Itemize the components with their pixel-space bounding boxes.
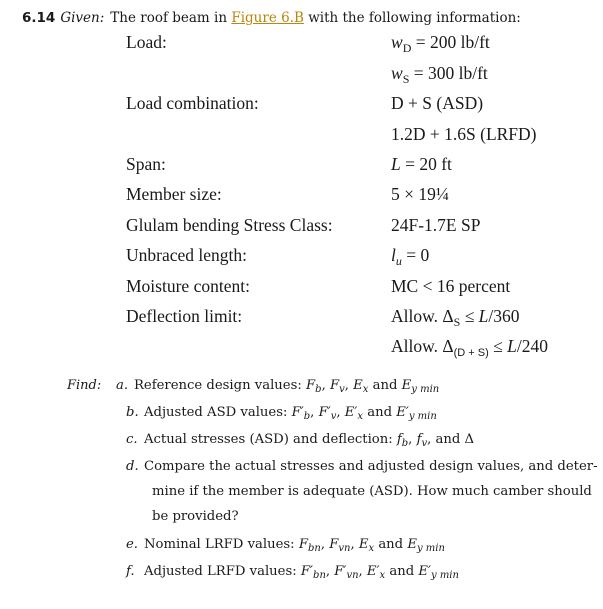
- moisture-label: Moisture content:: [126, 276, 250, 296]
- deflection-label: Deflection limit:: [126, 306, 243, 326]
- find-item-b: b. Adjusted ASD values: $F'_b$, $F'_v$, $E'_x$ and $E'_{y min}$: [126, 405, 437, 422]
- given-label: Given:: [60, 10, 105, 26]
- find-item-c: c. Actual stresses (ASD) and deflection: $f_b$, $f_v$, and Δ: [126, 432, 475, 449]
- size-value: 5 × 19¼: [391, 184, 449, 204]
- intro-text: The roof beam in: [110, 10, 228, 26]
- find-item-e: e. Nominal LRFD values: $F_{bn}$, $F_{vn}$, $E_x$ and $E_{y min}$: [126, 537, 445, 554]
- ws-value: $w_S = 300$ lb/ft: [391, 63, 488, 86]
- deflection-snow: Allow. $\Delta_S \le L/360$: [391, 306, 520, 329]
- find-item-a: a. Reference design values: $F_b$, $F_v$, $E_x$ and $E_{y min}$: [116, 378, 440, 395]
- stress-label: Glulam bending Stress Class:: [126, 215, 333, 235]
- stress-value: 24F-1.7E SP: [391, 215, 481, 235]
- load-label: Load:: [126, 32, 167, 52]
- find-item-d-line2: mine if the member is adequate (ASD). How much camber should: [152, 484, 592, 499]
- unbraced-value: $l_u = 0$: [391, 245, 430, 268]
- find-item-d-line3: be provided?: [152, 509, 239, 524]
- problem-header: [22, 10, 521, 26]
- wd-value: $w_D = 200$ lb/ft: [391, 32, 490, 55]
- find-item-f: f. Adjusted LRFD values: $F'_{bn}$, $F'_{vn}$, $E'_x$ and $E'_{y min}$: [126, 564, 459, 581]
- problem-number: 6.14: [22, 10, 56, 26]
- intro-tail: with the following information:: [308, 10, 521, 26]
- find-label: Find:: [67, 378, 102, 393]
- combo-lrfd: 1.2D + 1.6S (LRFD): [391, 124, 537, 144]
- find-item-d: d. Compare the actual stresses and adjusted design values, and deter-: [126, 459, 598, 474]
- size-label: Member size:: [126, 184, 222, 204]
- unbraced-label: Unbraced length:: [126, 245, 247, 265]
- combo-label: Load combination:: [126, 93, 259, 113]
- span-value: L = 20 ft: [391, 154, 452, 174]
- deflection-total: Allow. $\Delta_{(D + S)} \le L/240$: [391, 336, 548, 359]
- combo-asd: D + S (ASD): [391, 93, 484, 113]
- span-label: Span:: [126, 154, 166, 174]
- figure-link[interactable]: Figure 6.B: [231, 10, 304, 26]
- moisture-value: MC < 16 percent: [391, 276, 511, 296]
